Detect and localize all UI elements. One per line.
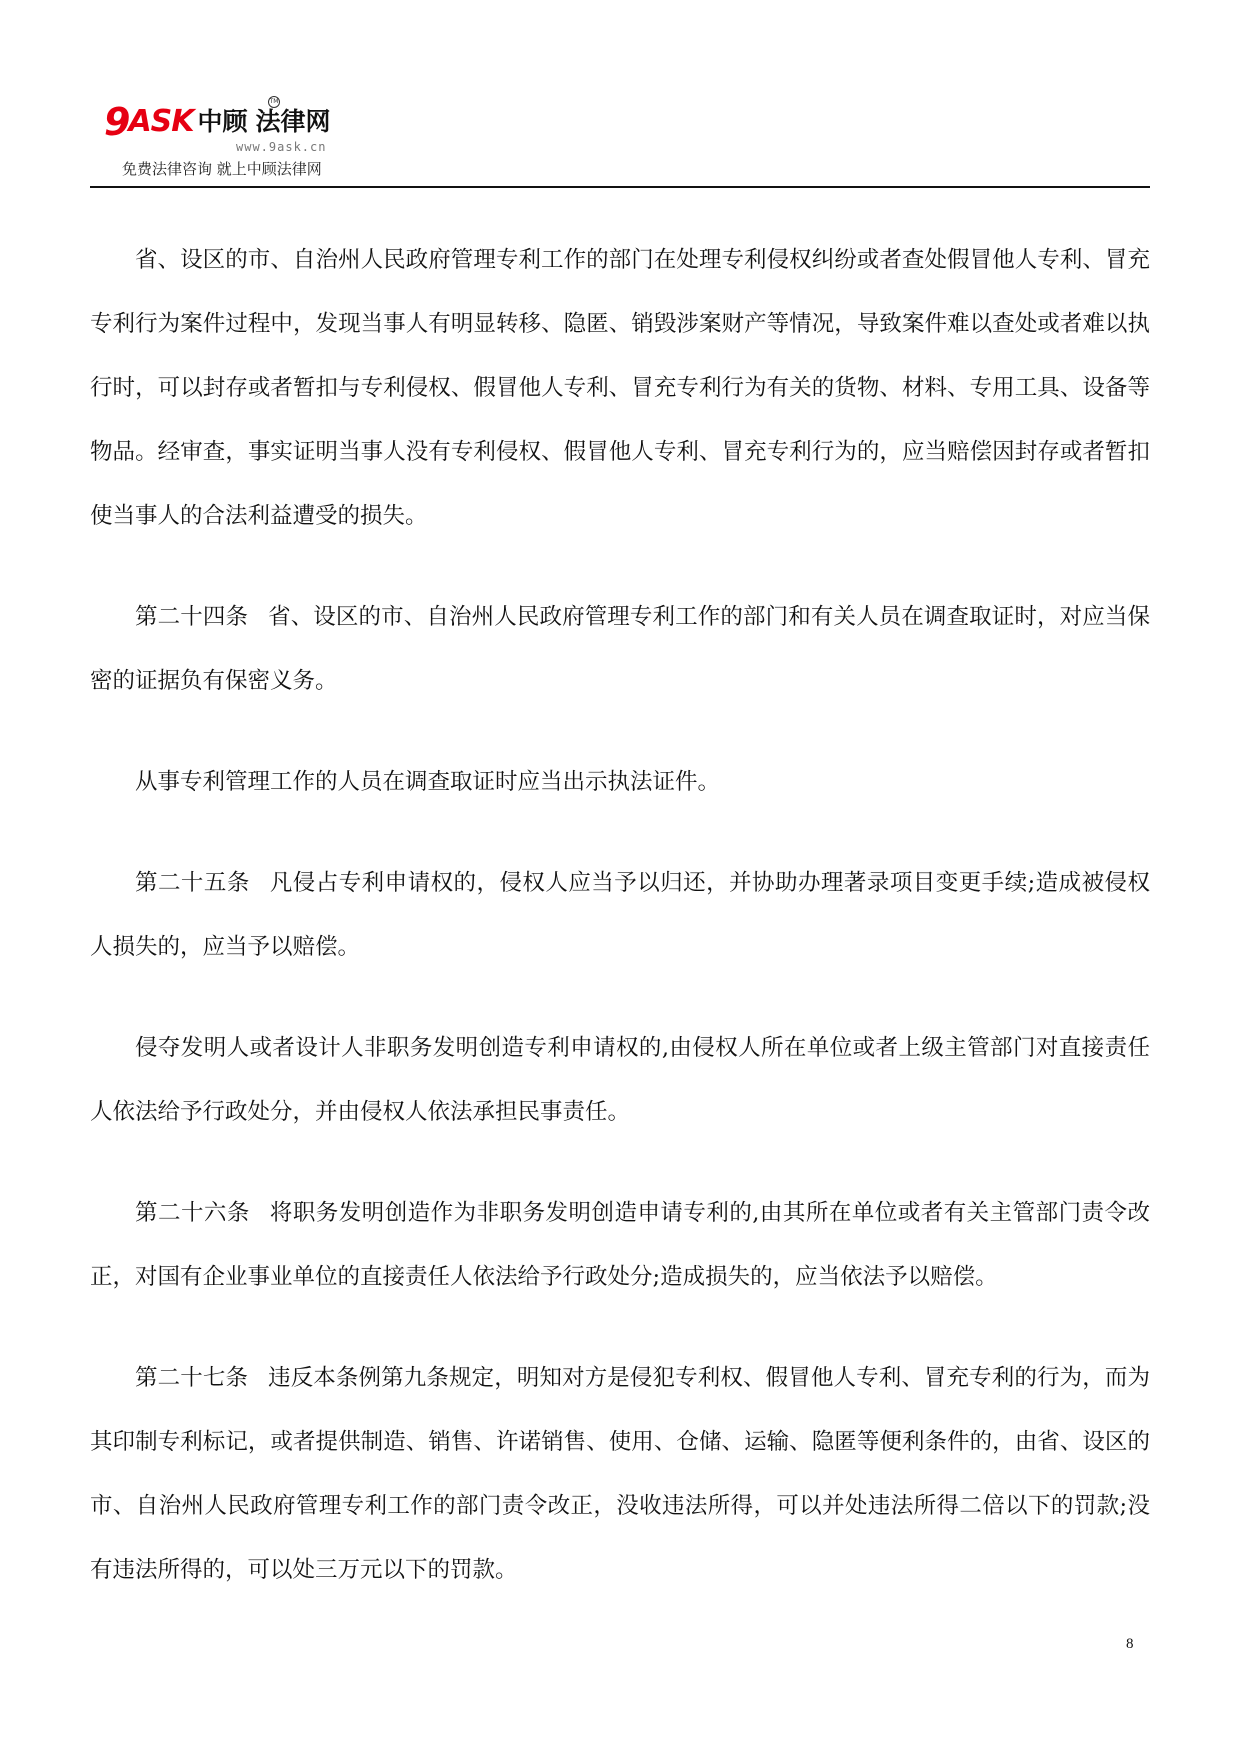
- logo-falv: 法律网: [255, 107, 331, 136]
- logo-zhonggu: 中顾: [197, 107, 248, 136]
- paragraph-text: 凡侵占专利申请权的，侵权人应当予以归还，并协助办理著录项目变更手续;造成被侵权人损失的，应当予以赔偿。: [90, 870, 1150, 960]
- article-25: [90, 851, 1150, 979]
- article-number: 第二十四条: [135, 604, 249, 630]
- trademark-icon: TM: [268, 96, 280, 108]
- paragraph-text: 从事专利管理工作的人员在调查取证时应当出示执法证件。: [135, 769, 721, 795]
- logo-url: www.9ask.cn: [236, 140, 327, 154]
- article-27: [90, 1346, 1150, 1602]
- logo-wordmark: [104, 102, 331, 142]
- paragraph-text: 违反本条例第九条规定，明知对方是侵犯专利权、假冒他人专利、冒充专利的行为，而为其印制专利标记，或者提供制造、销售、许诺销售、使用、仓储、运输、隐匿等便利条件的，由省、设区的市、自治州人民政府管理专利工作的部门责令改正，没收违法所得，可以并处违法所得二倍以下的罚款;没有违法所得的，可以处三万元以下的罚款。: [90, 1365, 1150, 1583]
- article-number: 第二十七条: [135, 1365, 249, 1391]
- document-body: [90, 228, 1150, 1639]
- logo-ask: ASK: [128, 104, 194, 139]
- article-24: [90, 585, 1150, 713]
- paragraph-text: 省、设区的市、自治州人民政府管理专利工作的部门和有关人员在调查取证时，对应当保密的证据负有保密义务。: [90, 604, 1150, 694]
- paragraph-1: [90, 228, 1150, 548]
- paragraph-text: 省、设区的市、自治州人民政府管理专利工作的部门在处理专利侵权纠纷或者查处假冒他人专利、冒充专利行为案件过程中，发现当事人有明显转移、隐匿、销毁涉案财产等情况，导致案件难以查处或者难以执行时，可以封存或者暂扣与专利侵权、假冒他人专利、冒充专利行为有关的货物、材料、专用工具、设备等物品。经审查，事实证明当事人没有专利侵权、假冒他人专利、冒充专利行为的，应当赔偿因封存或者暂扣使当事人的合法利益遭受的损失。: [90, 247, 1150, 529]
- paragraph-text: 侵夺发明人或者设计人非职务发明创造专利申请权的,由侵权人所在单位或者上级主管部门对直接责任人依法给予行政处分，并由侵权人依法承担民事责任。: [90, 1035, 1150, 1125]
- paragraph-3: [90, 750, 1150, 814]
- page-header: [90, 96, 1150, 188]
- header-divider: [90, 186, 1150, 188]
- article-26: [90, 1181, 1150, 1309]
- site-logo: [104, 96, 404, 184]
- logo-nine: 9: [104, 100, 129, 144]
- logo-slogan: 免费法律咨询 就上中顾法律网: [122, 160, 322, 178]
- paragraph-text: 将职务发明创造作为非职务发明创造申请专利的,由其所在单位或者有关主管部门责令改正，对国有企业事业单位的直接责任人依法给予行政处分;造成损失的，应当依法予以赔偿。: [90, 1200, 1150, 1290]
- page-number: 8: [1126, 1636, 1134, 1652]
- article-number: 第二十五条: [135, 870, 250, 896]
- article-number: 第二十六条: [135, 1200, 250, 1226]
- paragraph-5: [90, 1016, 1150, 1144]
